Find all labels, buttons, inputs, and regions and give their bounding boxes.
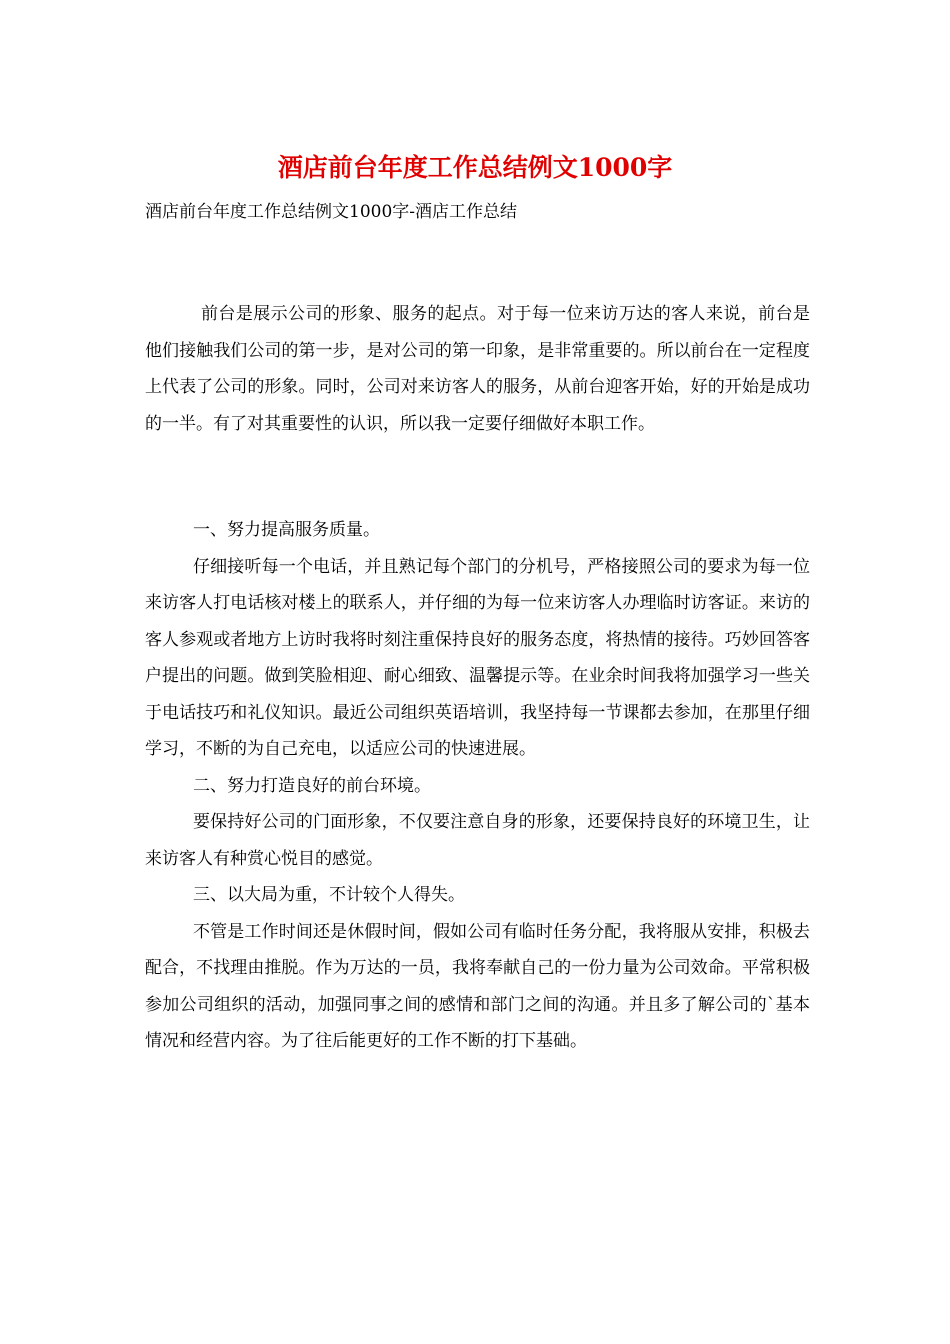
intro-block bbox=[145, 296, 810, 442]
section-heading-1: 一、努力提高服务质量。 bbox=[193, 520, 380, 540]
intro-paragraph: 前台是展示公司的形象、服务的起点。对于每一位来访万达的客人来说，前台是他们接触我们公司的第一步，是对公司的第一印象，是非常重要的。所以前台在一定程度上代表了公司的形象。同时，公司对来访客人的服务，从前台迎客开始，好的开始是成功的一半。有了对其重要性的认识，所以我一定要仔细做好本职工作。 bbox=[145, 304, 810, 434]
section-body-2: 要保持好公司的门面形象，不仅要注意自身的形象，还要保持良好的环境卫生，让来访客人有种赏心悦目的感觉。 bbox=[145, 812, 810, 869]
section-body-1: 仔细接听每一个电话，并且熟记每个部门的分机号，严格接照公司的要求为每一位来访客人打电话核对楼上的联系人，并仔细的为每一位来访客人办理临时访客证。来访的客人参观或者地方上访时我将时刻注重保持良好的服务态度，将热情的接待。巧妙回答客户提出的问题。做到笑脸相迎、耐心细致、温馨提示等。在业余时间我将加强学习一些关于电话技巧和礼仪知识。最近公司组织英语培训，我坚持每一节课都去参加，在那里仔细学习，不断的为自己充电，以适应公司的快速进展。 bbox=[145, 556, 810, 759]
section-body-3: 不管是工作时间还是休假时间，假如公司有临时任务分配，我将服从安排，积极去配合，不找理由推脱。作为万达的一员，我将奉献自己的一份力量为公司效命。平常积极参加公司组织的活动，加强同事之间的感情和部门之间的沟通。并且多了解公司的`基本情况和经营内容。为了往后能更好的工作不断的打下基础。 bbox=[145, 921, 810, 1051]
document-subtitle: 酒店前台年度工作总结例文1000字-酒店工作总结 bbox=[145, 202, 518, 222]
section-heading-3: 三、以大局为重，不计较个人得失。 bbox=[193, 885, 465, 905]
document-title: 酒店前台年度工作总结例文1000字 bbox=[277, 153, 673, 182]
section-heading-2: 二、努力打造良好的前台环境。 bbox=[193, 775, 431, 796]
sections-block bbox=[145, 512, 810, 1060]
